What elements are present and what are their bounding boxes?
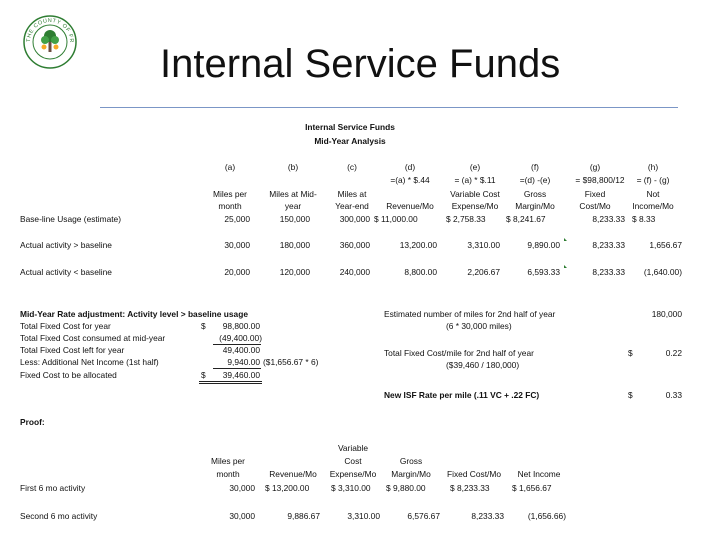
proof-cell: $ 8,233.33 — [450, 483, 490, 493]
cell: 8,233.33 — [592, 240, 625, 250]
proof-cell: (1,656.66) — [527, 511, 566, 521]
adjust-label: Fixed Cost to be allocated — [20, 370, 117, 380]
cell: 13,200.00 — [399, 240, 437, 250]
proof-cell: 6,576.67 — [407, 511, 440, 521]
proof-row-label: Second 6 mo activity — [20, 511, 98, 521]
proof-cell: $ 13,200.00 — [265, 483, 310, 493]
county-seal-logo — [22, 14, 78, 70]
row-label: Base-line Usage (estimate) — [20, 214, 122, 224]
cell-comment-marker — [564, 265, 567, 268]
cell: 25,000 — [224, 214, 250, 224]
cell: $ 2,758.33 — [446, 214, 486, 224]
cell: 1,656.67 — [649, 240, 682, 250]
sheet-heading-2: Mid-Year Analysis — [314, 136, 386, 146]
title-rule — [100, 107, 678, 108]
proof-header: Miles per — [211, 456, 245, 466]
cell: $ 8,241.67 — [506, 214, 546, 224]
proof-cell: 30,000 — [229, 511, 255, 521]
cell: $ 8.33 — [632, 214, 656, 224]
col-header: Variable Cost — [450, 189, 500, 199]
cell: 360,000 — [339, 240, 370, 250]
new-rate-dollar: $ — [628, 390, 633, 400]
cell: 8,233.33 — [592, 214, 625, 224]
adjust-note: ($1,656.67 * 6) — [263, 357, 319, 367]
adjust-value: 98,800.00 — [222, 321, 260, 331]
cell: 6,593.33 — [527, 267, 560, 277]
col-header: month — [218, 201, 242, 211]
col-header: Gross — [523, 189, 547, 199]
col-letter: (d) — [404, 162, 416, 172]
proof-header: Expense/Mo — [329, 469, 377, 479]
adjust-label: Total Fixed Cost consumed at mid-year — [20, 333, 166, 343]
col-header: Miles per — [213, 189, 247, 199]
proof-header: Revenue/Mo — [269, 469, 317, 479]
cell: 240,000 — [339, 267, 370, 277]
proof-header: Cost — [344, 456, 362, 466]
col-letter: (a) — [224, 162, 236, 172]
col-letter: (h) — [647, 162, 659, 172]
cell: 120,000 — [279, 267, 310, 277]
proof-cell: $ 1,656.67 — [512, 483, 552, 493]
adjust-value: 9,940.00 — [227, 357, 260, 367]
col-header: Year-end — [335, 201, 369, 211]
proof-header: month — [216, 469, 240, 479]
col-letter: (f) — [531, 162, 539, 172]
cell: 8,800.00 — [404, 267, 437, 277]
cell: $ 11,000.00 — [374, 214, 418, 224]
col-letter: (b) — [287, 162, 299, 172]
estimate-label: Estimated number of miles for 2nd half of year — [384, 309, 556, 319]
col-letter: (g) — [589, 162, 601, 172]
cell: 8,233.33 — [592, 267, 625, 277]
adjust-dollar: $ — [201, 321, 206, 331]
proof-cell: $ 9,880.00 — [386, 483, 426, 493]
underline — [213, 368, 261, 369]
cell: 150,000 — [279, 214, 310, 224]
col-header: Cost/Mo — [579, 201, 611, 211]
sheet-heading-1: Internal Service Funds — [305, 122, 395, 132]
cell: 30,000 — [224, 240, 250, 250]
double-underline — [199, 383, 262, 384]
fixed-cost-label: Total Fixed Cost/mile for 2nd half of year — [384, 348, 534, 358]
proof-header: Variable — [337, 443, 369, 453]
col-header: Miles at — [337, 189, 367, 199]
col-formula: = (a) * $.11 — [454, 175, 496, 185]
row-label: Actual activity < baseline — [20, 267, 112, 277]
proof-cell: $ 3,310.00 — [331, 483, 371, 493]
proof-cell: 8,233.33 — [471, 511, 504, 521]
fixed-cost-note: ($39,460 / 180,000) — [446, 360, 520, 370]
slide-title: Internal Service Funds — [160, 42, 561, 86]
double-underline — [199, 381, 262, 382]
col-header: Income/Mo — [632, 201, 674, 211]
new-rate-value: 0.33 — [665, 390, 682, 400]
adjust-dollar: $ — [201, 370, 206, 380]
proof-header: Net Income — [517, 469, 561, 479]
col-letter: (e) — [469, 162, 481, 172]
col-formula: =(a) * $.44 — [390, 175, 430, 185]
col-header: year — [284, 201, 302, 211]
col-formula: =(d) -(e) — [519, 175, 551, 185]
adjust-heading: Mid-Year Rate adjustment: Activity level > baseline usage — [20, 309, 248, 319]
cell: 3,310.00 — [467, 240, 500, 250]
cell: 180,000 — [279, 240, 310, 250]
proof-cell: 30,000 — [229, 483, 255, 493]
col-header: Margin/Mo — [515, 201, 555, 211]
col-header: Revenue/Mo — [386, 201, 434, 211]
adjust-value: 39,460.00 — [222, 370, 260, 380]
estimate-note: (6 * 30,000 miles) — [446, 321, 512, 331]
cell: 20,000 — [224, 267, 250, 277]
col-formula: = (f) - (g) — [636, 175, 670, 185]
fixed-cost-value: 0.22 — [665, 348, 682, 358]
col-formula: = $98,800/12 — [575, 175, 625, 185]
adjust-label: Total Fixed Cost for year — [20, 321, 111, 331]
col-header: Not — [646, 189, 660, 199]
seal-icon — [22, 14, 78, 70]
col-header: Expense/Mo — [451, 201, 499, 211]
cell: 9,890.00 — [527, 240, 560, 250]
new-rate-label: New ISF Rate per mile (.11 VC + .22 FC) — [384, 390, 540, 400]
proof-heading: Proof: — [20, 417, 45, 427]
proof-row-label: First 6 mo activity — [20, 483, 86, 493]
col-letter: (c) — [347, 162, 357, 172]
cell-comment-marker — [564, 238, 567, 241]
col-header: Miles at Mid- — [269, 189, 317, 199]
col-header: Fixed — [584, 189, 606, 199]
fixed-cost-dollar: $ — [628, 348, 633, 358]
adjust-label: Less: Additional Net Income (1st half) — [20, 357, 159, 367]
proof-header: Gross — [399, 456, 423, 466]
adjust-label: Total Fixed Cost left for year — [20, 345, 125, 355]
proof-cell: 9,886.67 — [287, 511, 320, 521]
svg-text:THE COUNTY OF FRESNO: THE COUNTY OF FR — [25, 17, 75, 44]
proof-cell: 3,310.00 — [347, 511, 380, 521]
adjust-value: 49,400.00 — [222, 345, 260, 355]
proof-header: Margin/Mo — [391, 469, 431, 479]
proof-header: Fixed Cost/Mo — [447, 469, 501, 479]
adjust-value: (49,400.00) — [219, 333, 262, 343]
cell: (1,640.00) — [643, 267, 682, 277]
cell: 2,206.67 — [467, 267, 500, 277]
cell: 300,000 — [339, 214, 370, 224]
estimate-value: 180,000 — [651, 309, 682, 319]
row-label: Actual activity > baseline — [20, 240, 112, 250]
